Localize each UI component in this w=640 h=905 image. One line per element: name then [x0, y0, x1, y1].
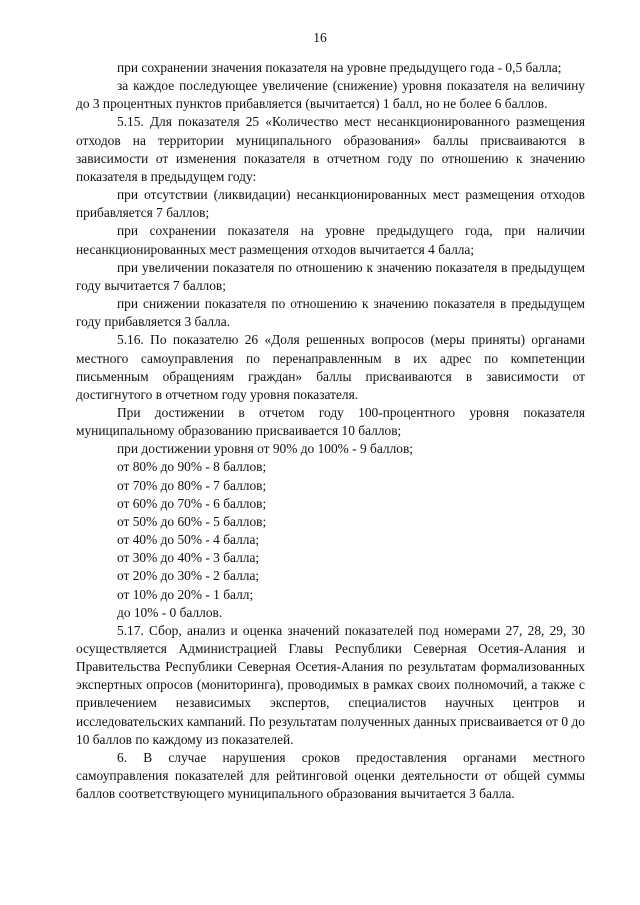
paragraph: 5.17. Сбор, анализ и оценка значений показателей под номерами 27, 28, 29, 30 осуществляется Администрацией Главы Республики Северная Осетия-Алания и Правительства Республики Северная Осетия-Алания по результатам формализованных экспертных опросов (мониторинга), проводимых в рамках своих полномочий, а также с привлечением независимых экспертов, специалистов научных центров и исследовательских кампаний. По результатам полученных данных присваивается от 0 до 10 баллов по каждому из показателей. — [76, 622, 585, 747]
paragraph: При достижении в отчетом году 100-процентного уровня показателя муниципальному образованию присваивается 10 баллов; — [76, 404, 585, 439]
body-text — [76, 59, 585, 803]
paragraph: от 60% до 70% - 6 баллов; — [117, 495, 267, 511]
paragraph: от 50% до 60% - 5 баллов; — [117, 513, 267, 529]
paragraph: от 30% до 40% - 3 балла; — [117, 550, 260, 566]
paragraph: за каждое последующее увеличение (снижение) уровня показателя на величину до 3 процентных пунктов прибавляется (вычитается) 1 балл, но не более 6 баллов. — [76, 78, 585, 112]
paragraph: при сохранении значения показателя на уровне предыдущего года - 0,5 балла; — [117, 60, 562, 75]
paragraph: при сохранении показателя на уровне предыдущего года, при наличии несанкционированных мест размещения отходов вычитается 4 балла; — [76, 223, 585, 257]
paragraph: 6. В случае нарушения сроков предоставления органами местного самоуправления показателей для рейтинговой оценки деятельности от общей суммы баллов соответствующего муниципального образования вычитается 3 балла. — [76, 749, 585, 802]
paragraph: от 10% до 20% - 1 балл; — [117, 586, 254, 602]
paragraph: при снижении показателя по отношению к значению показателя в предыдущем году прибавляется 3 балла. — [76, 296, 585, 330]
paragraph: до 10% - 0 баллов. — [117, 604, 223, 620]
paragraph: при увеличении показателя по отношению к значению показателя в предыдущем году вычитается 7 баллов; — [76, 259, 585, 293]
paragraph: при достижении уровня от 90% до 100% - 9 баллов; — [117, 441, 414, 457]
paragraph: 5.16. По показателю 26 «Доля решенных вопросов (меры приняты) органами местного самоуправления по перенаправленным в их адрес по компетенции письменным обращениям граждан» баллы присваиваются в зависимости от достигнутого в отчетном году уровня показателя. — [76, 332, 585, 402]
paragraph: 5.15. Для показателя 25 «Количество мест несанкционированного размещения отходов на территории муниципального образования» баллы присваиваются в зависимости от изменения показателя в отчетном году по отношению к значению показателя в предыдущем году: — [76, 114, 585, 184]
paragraph: от 40% до 50% - 4 балла; — [117, 532, 260, 548]
paragraph: от 70% до 80% - 7 баллов; — [117, 477, 267, 493]
paragraph: от 20% до 30% - 2 балла; — [117, 568, 260, 584]
paragraph: от 80% до 90% - 8 баллов; — [117, 459, 267, 475]
page-number: 16 — [313, 30, 327, 45]
paragraph: при отсутствии (ликвидации) несанкционированных мест размещения отходов прибавляется 7 баллов; — [76, 187, 585, 221]
